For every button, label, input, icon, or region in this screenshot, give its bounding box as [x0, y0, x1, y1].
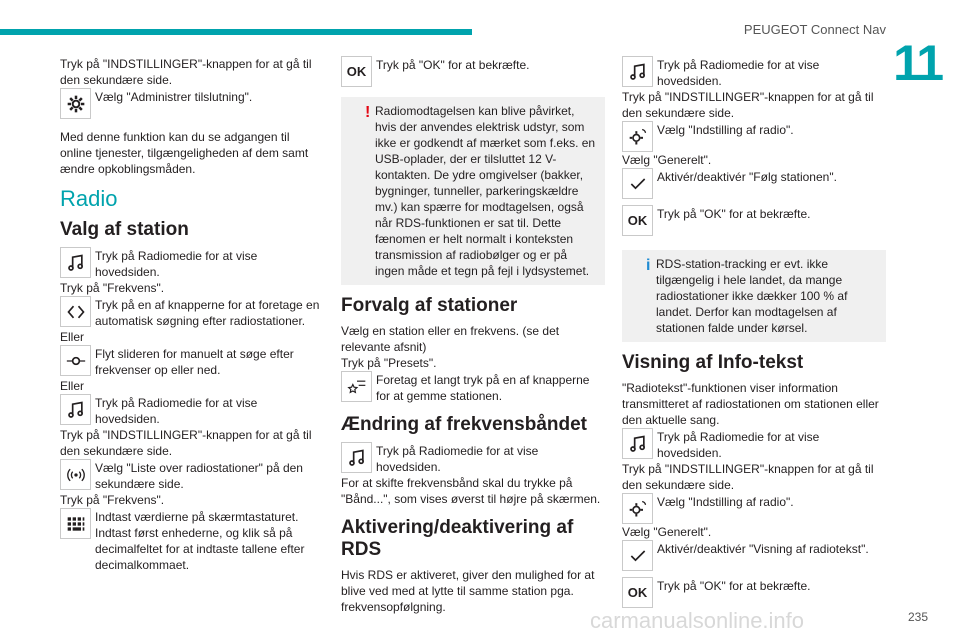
instruction-row	[622, 168, 886, 199]
instruction-row	[622, 428, 886, 461]
paragraph: Tryk på "INDSTILLINGER"-knappen for at gå til den sekundære side.	[60, 428, 312, 458]
instruction-row	[60, 345, 322, 378]
instruction-text: Aktivér/deaktivér "Visning af radiotekst".	[657, 542, 869, 556]
instruction-row	[60, 296, 322, 329]
column-3	[622, 56, 886, 608]
instruction-row	[622, 121, 886, 152]
paragraph: Tryk på "INDSTILLINGER"-knappen for at gå til den sekundære side.	[60, 57, 312, 87]
radio-settings-icon	[622, 121, 653, 152]
instruction-row	[622, 56, 886, 89]
instruction-text: Flyt slideren for manuelt at søge efter frekvenser op eller ned.	[95, 347, 294, 377]
radio-settings-icon	[622, 493, 653, 524]
paragraph: Vælg "Generelt".	[622, 153, 712, 167]
music-note-icon	[60, 247, 91, 278]
watermark: carmanualsonline.info	[590, 608, 805, 633]
instruction-text: Vælg "Indstilling af radio".	[657, 123, 794, 137]
chevron-left-right-icon	[60, 296, 91, 327]
heading-info-tekst: Visning af Info-tekst	[622, 352, 804, 373]
instruction-text: Tryk på Radiomedie for at vise hovedsiden.	[657, 58, 820, 88]
gear-icon	[60, 88, 91, 119]
section-heading-radio: Radio	[60, 186, 118, 211]
instruction-text: Tryk på Radiomedie for at vise hovedsiden.	[657, 430, 820, 460]
instruction-text: Vælg "Liste over radiostationer" på den sekundære side.	[95, 461, 303, 491]
ok-icon: OK	[341, 56, 372, 87]
music-note-icon	[622, 428, 653, 459]
warning-icon: !	[365, 104, 371, 121]
info-note	[622, 250, 886, 342]
instruction-text: Foretag et langt tryk på en af knapperne for at gemme stationen.	[376, 373, 590, 403]
paragraph: For at skifte frekvensbånd skal du trykke på "Bånd...", som vises øverst til højre på skærmen.	[341, 476, 601, 506]
info-icon: i	[646, 257, 651, 274]
instruction-text: Aktivér/deaktivér "Følg stationen".	[657, 170, 837, 184]
instruction-row	[60, 247, 322, 280]
instruction-row	[622, 577, 886, 608]
instruction-text: Tryk på "OK" for at bekræfte.	[376, 58, 530, 72]
paragraph: Tryk på "Presets".	[341, 356, 437, 370]
toggle-check-icon	[622, 540, 653, 571]
paragraph: Eller	[60, 379, 85, 393]
paragraph: Vælg "Generelt".	[622, 525, 712, 539]
paragraph: Eller	[60, 330, 85, 344]
warning-note	[341, 97, 605, 285]
paragraph: "Radiotekst"-funktionen viser information transmitteret af radiostationen om stationen eller den aktuelle sang.	[622, 381, 879, 427]
instruction-row	[622, 540, 886, 571]
paragraph: Tryk på "INDSTILLINGER"-knappen for at gå til den sekundære side.	[622, 90, 874, 120]
instruction-text: Tryk på "OK" for at bekræfte.	[657, 579, 811, 593]
paragraph: Hvis RDS er aktiveret, giver den mulighed for at blive ved med at lytte til samme station pga. frekvensopfølgning.	[341, 568, 595, 614]
paragraph: Tryk på "INDSTILLINGER"-knappen for at gå til den sekundære side.	[622, 462, 874, 492]
ok-icon: OK	[622, 205, 653, 236]
header-title: PEUGEOT Connect Nav	[743, 22, 886, 37]
instruction-text: Tryk på Radiomedie for at vise hovedsiden.	[95, 249, 258, 279]
instruction-text: Tryk på Radiomedie for at vise hovedsiden.	[376, 444, 539, 474]
instruction-row	[60, 394, 322, 427]
instruction-row	[341, 371, 605, 404]
column-1	[60, 56, 322, 573]
instruction-text: Vælg "Administrer tilslutning".	[95, 90, 253, 104]
instruction-row	[60, 459, 322, 492]
heading-rds: Aktivering/deaktivering af RDS	[341, 517, 574, 560]
heading-valg-af-station: Valg af station	[60, 219, 189, 240]
chapter-number: 11	[893, 35, 942, 91]
instruction-row	[60, 88, 322, 119]
slider-icon	[60, 345, 91, 376]
page-number: 235	[907, 610, 928, 624]
instruction-row	[622, 205, 886, 236]
instruction-text: Tryk på en af knapperne for at foretage en automatisk søgning efter radiostationer.	[95, 298, 320, 328]
paragraph: Tryk på "Frekvens".	[60, 493, 165, 507]
paragraph: Med denne funktion kan du se adgangen til online tjenester, tilgængeligheden af dem samt ændre opkoblingsmåden.	[60, 130, 309, 176]
paragraph: Vælg en station eller en frekvens. (se det relevante afsnit)	[341, 324, 560, 354]
info-text: RDS-station-tracking er evt. ikke tilgængelig i hele landet, da mange radiostationer ikke dækker 100 % af landet. Derfor kan modtagelsen af stationen falde under kørsel.	[656, 257, 848, 335]
toggle-check-icon	[622, 168, 653, 199]
instruction-row	[60, 508, 322, 573]
instruction-text: Tryk på Radiomedie for at vise hovedsiden.	[95, 396, 258, 426]
instruction-row	[341, 56, 605, 87]
warning-text: Radiomodtagelsen kan blive påvirket, hvis der anvendes elektrisk udstyr, som ikke er godkendt af mærket som f.eks. en USB-oplader, der er tilsluttet 12 V-kontakten. De ydre omgivelser (bakker, bygninger, tunneller, parkeringskældre mv.) kan spærre for modtagelsen, også når RDS-funktionen er sat til. Dette fænomen er helt normalt i konteksten transmission af radiobølger og er på ingen måde et tegn på fejl i lydsystemet.	[375, 104, 596, 278]
column-2	[341, 56, 605, 615]
instruction-text: Vælg "Indstilling af radio".	[657, 495, 794, 509]
radio-station-list-icon	[60, 459, 91, 490]
header-accent-bar	[0, 29, 472, 35]
star-list-icon	[341, 371, 372, 402]
heading-aendring: Ændring af frekvensbåndet	[341, 414, 587, 435]
music-note-icon	[341, 442, 372, 473]
ok-icon: OK	[622, 577, 653, 608]
instruction-row	[341, 442, 605, 475]
music-note-icon	[622, 56, 653, 87]
instruction-row	[622, 493, 886, 524]
instruction-text: Tryk på "OK" for at bekræfte.	[657, 207, 811, 221]
music-note-icon	[60, 394, 91, 425]
paragraph: Tryk på "Frekvens".	[60, 281, 165, 295]
instruction-text: Indtast værdierne på skærmtastaturet. Indtast først enhederne, og klik så på decimalfeltet for at indtaste tallene efter decimalkommaet.	[95, 510, 305, 572]
heading-forvalg: Forvalg af stationer	[341, 295, 518, 316]
keypad-icon	[60, 508, 91, 539]
